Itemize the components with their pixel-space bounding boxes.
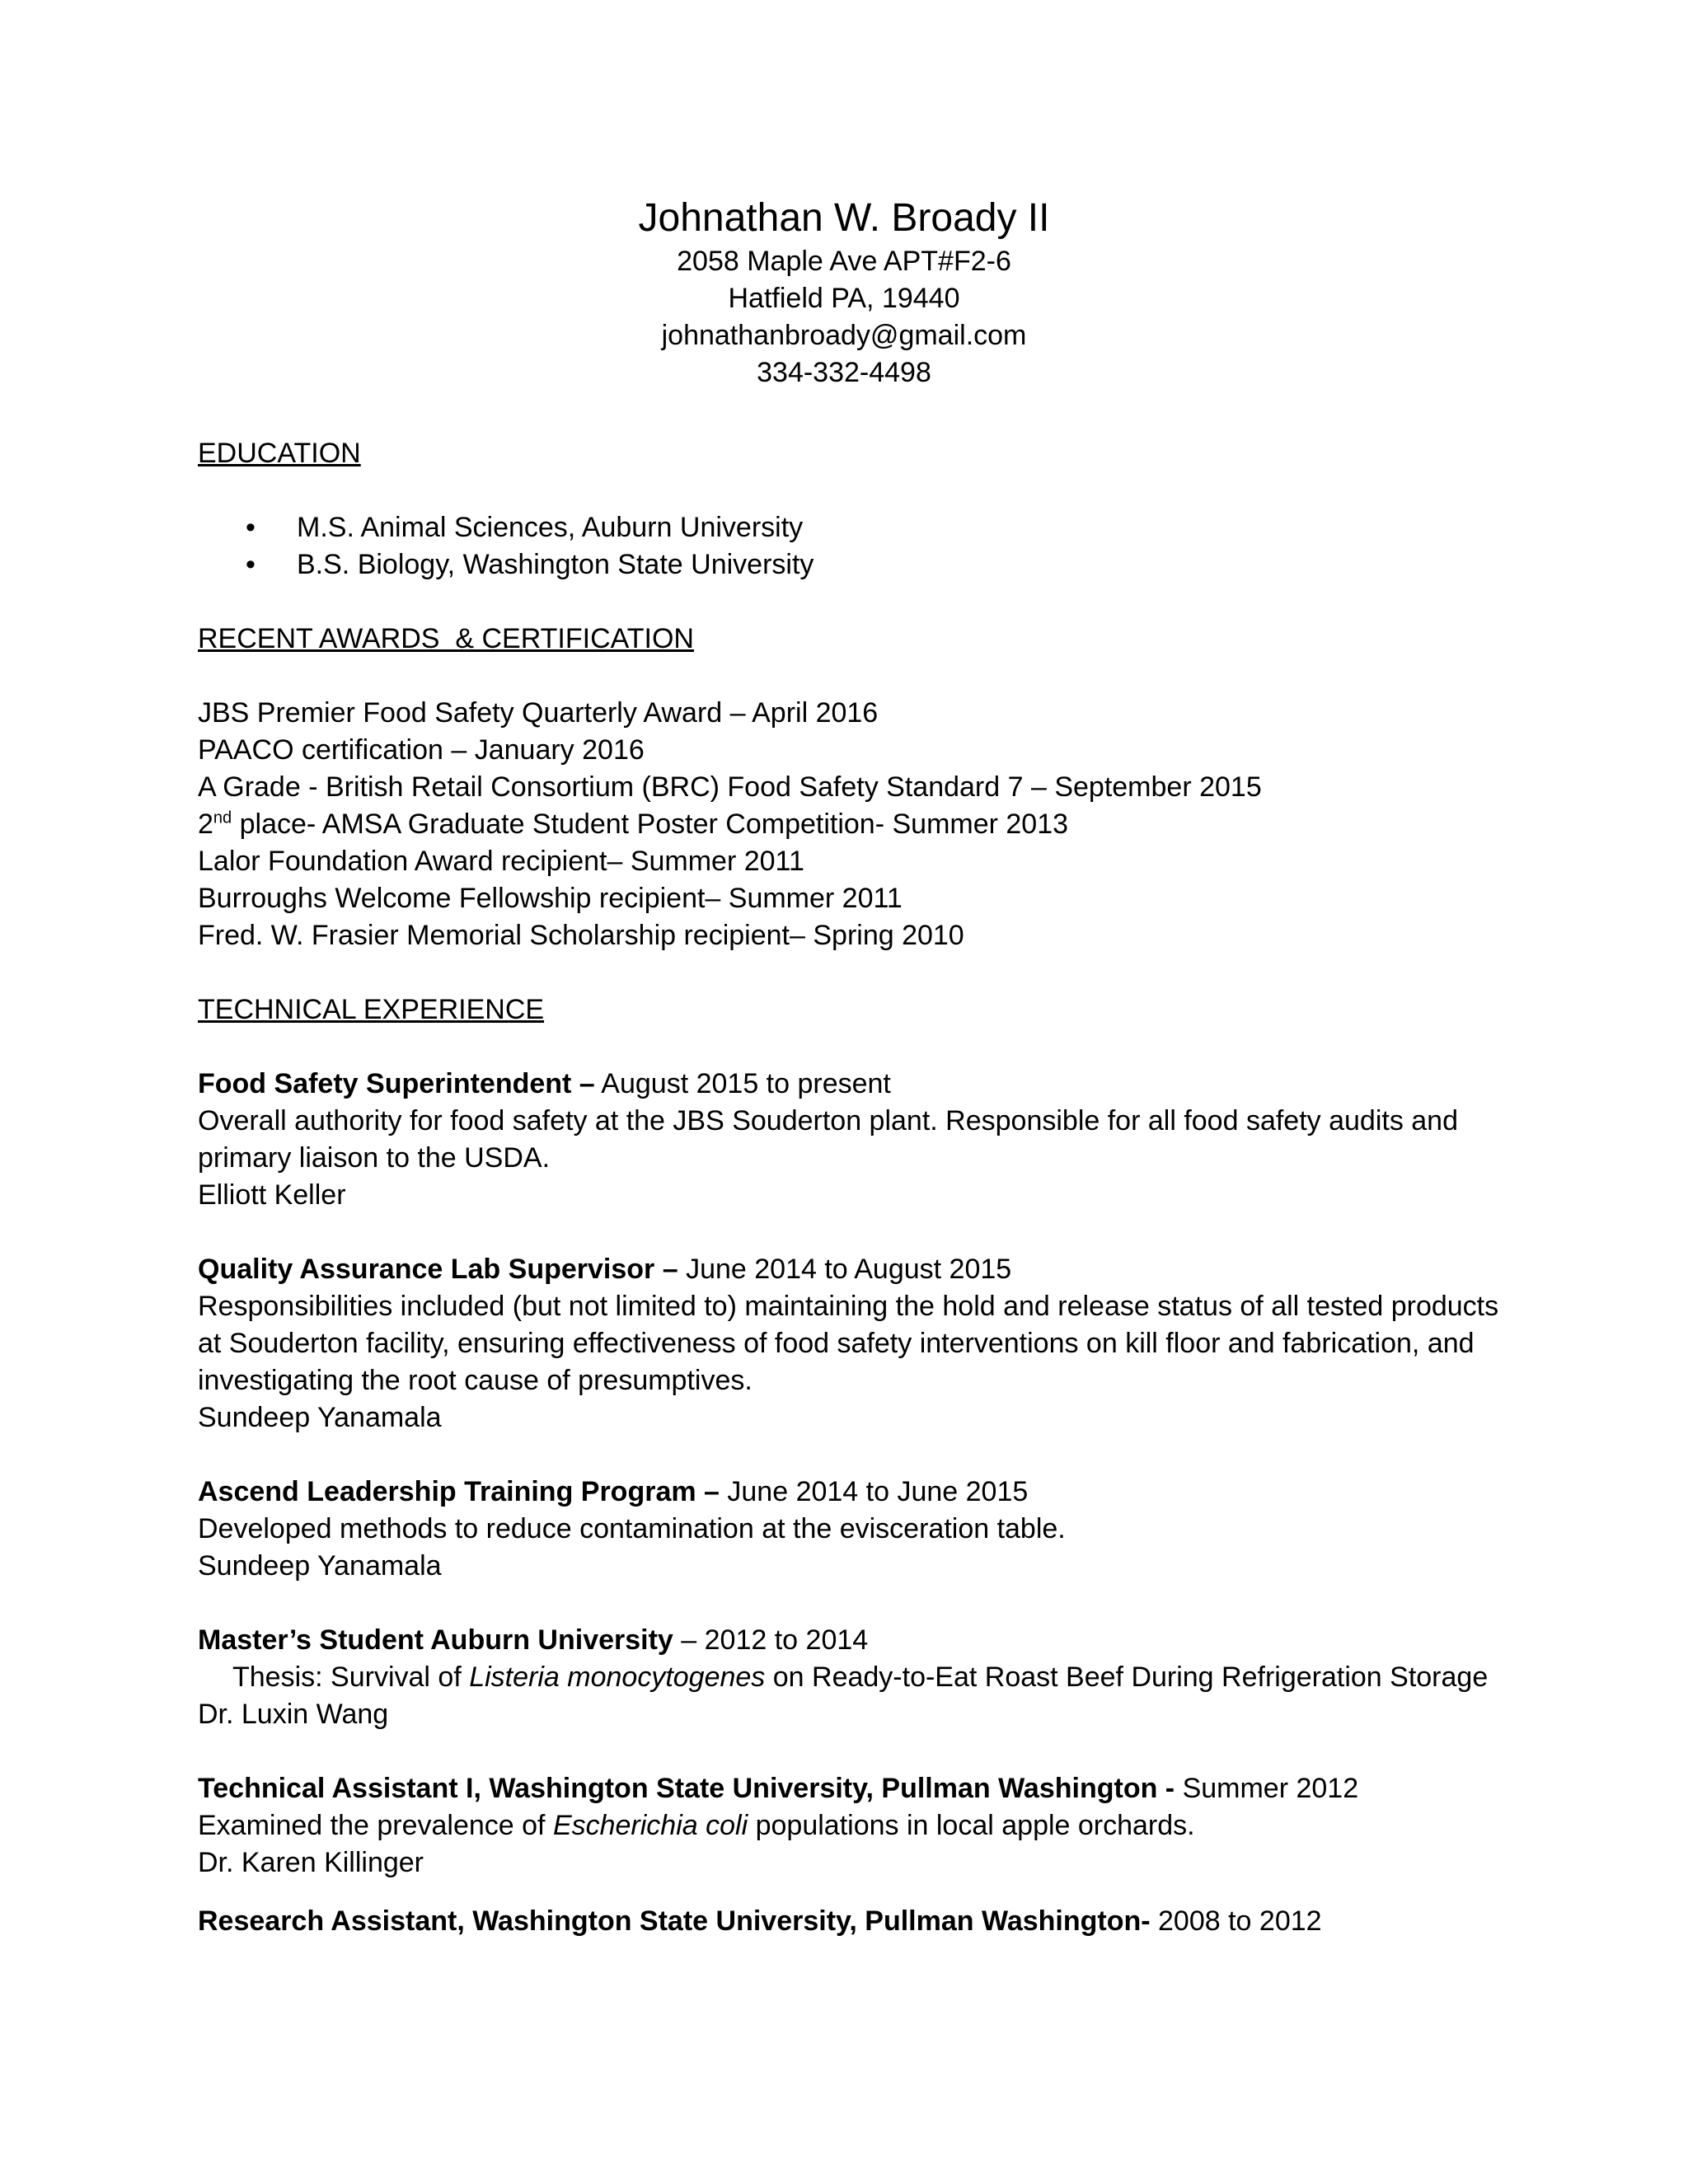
awards-heading xyxy=(198,621,1500,658)
job-reference: Elliott Keller xyxy=(198,1179,346,1211)
education-item-text: B.S. Biology, Washington State University xyxy=(297,549,814,580)
award-ordinal: 2 xyxy=(198,808,213,840)
phone-number: 334-332-4498 xyxy=(757,357,931,388)
job-reference: Sundeep Yanamala xyxy=(198,1550,442,1582)
job-description: Overall authority for food safety at the JBS Souderton plant. Responsible for all food safety audits and primary liaison to the USDA. xyxy=(198,1105,1459,1174)
job-heading xyxy=(198,1474,1500,1511)
education-list xyxy=(198,509,1500,583)
email-address: johnathanbroady@gmail.com xyxy=(661,320,1027,351)
job-heading xyxy=(198,1903,1500,1940)
job-title: Quality Assurance Lab Supervisor – xyxy=(198,1254,678,1285)
thesis-prefix: Thesis: Survival of xyxy=(232,1661,470,1693)
job-description xyxy=(198,1807,1500,1844)
education-item xyxy=(198,509,1500,546)
job-heading xyxy=(198,1770,1500,1807)
desc-prefix: Examined the prevalence of xyxy=(198,1810,553,1841)
award-item-text: place- AMSA Graduate Student Poster Competition- Summer 2013 xyxy=(232,808,1069,840)
candidate-name: Johnathan W. Broady II xyxy=(638,196,1050,240)
job-dates: – 2012 to 2014 xyxy=(673,1624,869,1656)
education-heading: EDUCATION xyxy=(198,438,361,469)
bullet-icon: • xyxy=(246,549,256,580)
job-description: Responsibilities included (but not limited to) maintaining the hold and release status of all tested products at Souderton facility, ensuring effectiveness of food safety interventions on kill floor and fabrication, and investigating the root cause of presumptives. xyxy=(198,1291,1499,1396)
desc-suffix: populations in local apple orchards. xyxy=(748,1810,1195,1841)
job-reference: Dr. Luxin Wang xyxy=(198,1699,389,1730)
award-item: Burroughs Welcome Fellowship recipient– Summer 2011 xyxy=(198,883,903,914)
job-title: Technical Assistant I, Washington State University, Pullman Washington - xyxy=(198,1773,1175,1804)
job-title: Research Assistant, Washington State University, Pullman Washington- xyxy=(198,1905,1151,1937)
job-dates: Summer 2012 xyxy=(1175,1773,1359,1804)
award-item: A Grade - British Retail Consortium (BRC) Food Safety Standard 7 – September 2015 xyxy=(198,771,1262,803)
job-heading xyxy=(198,1066,1500,1103)
thesis-suffix: on Ready-to-Eat Roast Beef During Refrigeration Storage xyxy=(765,1661,1489,1693)
awards-heading-text: RECENT AWARDS & CERTIFICATION xyxy=(198,623,694,654)
job-title: Food Safety Superintendent – xyxy=(198,1068,595,1099)
job-description: Developed methods to reduce contamination at the evisceration table. xyxy=(198,1513,1066,1544)
job-dates: August 2015 to present xyxy=(594,1068,891,1099)
award-item xyxy=(198,806,1500,843)
job-heading xyxy=(198,1251,1500,1288)
job-title: Master’s Student Auburn University xyxy=(198,1624,673,1656)
job-dates: June 2014 to June 2015 xyxy=(719,1476,1029,1507)
resume-body xyxy=(198,435,1500,1940)
job-entry xyxy=(198,1474,1500,1585)
job-title: Ascend Leadership Training Program – xyxy=(198,1476,720,1507)
job-heading xyxy=(198,1622,1500,1659)
education-item-text: M.S. Animal Sciences, Auburn University xyxy=(297,512,804,543)
job-entry xyxy=(198,1251,1500,1436)
address-line-2: Hatfield PA, 19440 xyxy=(728,283,960,314)
job-entry xyxy=(198,1622,1500,1733)
award-item: JBS Premier Food Safety Quarterly Award – April 2016 xyxy=(198,697,879,729)
education-item xyxy=(198,546,1500,583)
desc-organism: Escherichia coli xyxy=(552,1810,748,1841)
experience-heading: TECHNICAL EXPERIENCE xyxy=(198,994,545,1025)
job-dates: June 2014 to August 2015 xyxy=(678,1254,1012,1285)
job-entry xyxy=(198,1066,1500,1214)
job-reference: Sundeep Yanamala xyxy=(198,1402,442,1433)
thesis-line xyxy=(198,1659,1500,1696)
award-ordinal-suffix: nd xyxy=(213,808,232,827)
resume-header xyxy=(0,194,1688,391)
award-item: Fred. W. Frasier Memorial Scholarship recipient– Spring 2010 xyxy=(198,920,964,951)
job-dates: 2008 to 2012 xyxy=(1150,1905,1322,1937)
thesis-organism: Listeria monocytogenes xyxy=(469,1661,766,1693)
address-line-1: 2058 Maple Ave APT#F2-6 xyxy=(677,246,1011,277)
job-entry xyxy=(198,1770,1500,1882)
job-entry xyxy=(198,1903,1500,1940)
award-item: Lalor Foundation Award recipient– Summer 2011 xyxy=(198,846,804,877)
bullet-icon: • xyxy=(246,512,256,543)
award-item: PAACO certification – January 2016 xyxy=(198,734,645,766)
job-reference: Dr. Karen Killinger xyxy=(198,1847,424,1878)
